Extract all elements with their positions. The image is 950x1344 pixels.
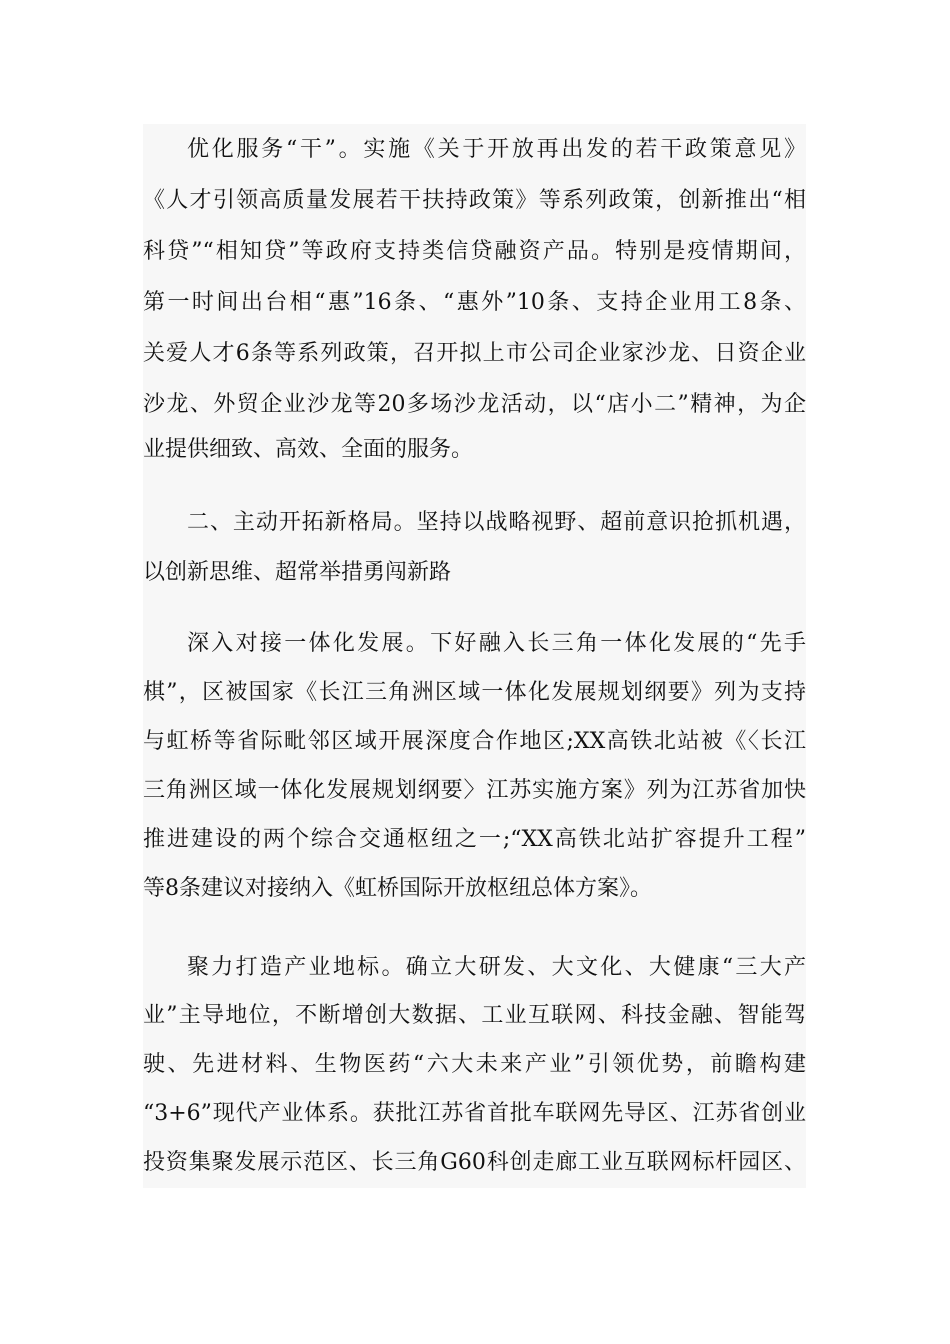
paragraph-3-line-5: 推进建设的两个综合交通枢纽之一;“XX高铁北站扩容提升工程” (143, 827, 806, 852)
paragraph-2-line-1: 二、主动开拓新格局。坚持以战略视野、超前意识抢抓机遇， (187, 510, 806, 535)
text-block (143, 124, 806, 1188)
paragraph-2-line-2: 以创新思维、超常举措勇闯新路 (143, 560, 452, 585)
paragraph-4-line-5: 投资集聚发展示范区、长三角G60科创走廊工业互联网标杆园区、 (143, 1150, 806, 1175)
paragraph-1-line-4: 第一时间出台相“惠”16条、“惠外”10条、支持企业用工8条、 (143, 290, 806, 315)
paragraph-3-line-1: 深入对接一体化发展。下好融入长三角一体化发展的“先手 (187, 631, 806, 656)
paragraph-4-line-1: 聚力打造产业地标。确立大研发、大文化、大健康“三大产 (187, 955, 806, 980)
paragraph-1-line-3: 科贷”“相知贷”等政府支持类信贷融资产品。特别是疫情期间， (143, 239, 806, 264)
paragraph-4-line-3: 驶、先进材料、生物医药“六大未来产业”引领优势，前瞻构建 (143, 1052, 806, 1077)
paragraph-3-line-6: 等8条建议对接纳入《虹桥国际开放枢纽总体方案》。 (143, 876, 652, 901)
paragraph-1-line-7: 业提供细致、高效、全面的服务。 (143, 437, 474, 462)
paragraph-3-line-3: 与虹桥等省际毗邻区域开展深度合作地区;XX高铁北站被《〈长江 (143, 729, 806, 754)
paragraph-3-line-4: 三角洲区域一体化发展规划纲要〉江苏实施方案》列为江苏省加快 (143, 778, 806, 803)
paragraph-1-line-2: 《人才引领高质量发展若干扶持政策》等系列政策，创新推出“相 (143, 188, 806, 213)
paragraph-4-line-2: 业”主导地位，不断增创大数据、工业互联网、科技金融、智能驾 (143, 1003, 806, 1028)
paragraph-1-line-5: 关爱人才6条等系列政策，召开拟上市公司企业家沙龙、日资企业 (143, 341, 806, 366)
paragraph-3-line-2: 棋”，区被国家《长江三角洲区域一体化发展规划纲要》列为支持 (143, 680, 806, 705)
paragraph-4-line-4: “3+6”现代产业体系。获批江苏省首批车联网先导区、江苏省创业 (143, 1101, 806, 1126)
paragraph-1-line-6: 沙龙、外贸企业沙龙等20多场沙龙活动，以“店小二”精神，为企 (143, 392, 806, 417)
paragraph-1-line-1: 优化服务“干”。实施《关于开放再出发的若干政策意见》 (187, 137, 806, 162)
